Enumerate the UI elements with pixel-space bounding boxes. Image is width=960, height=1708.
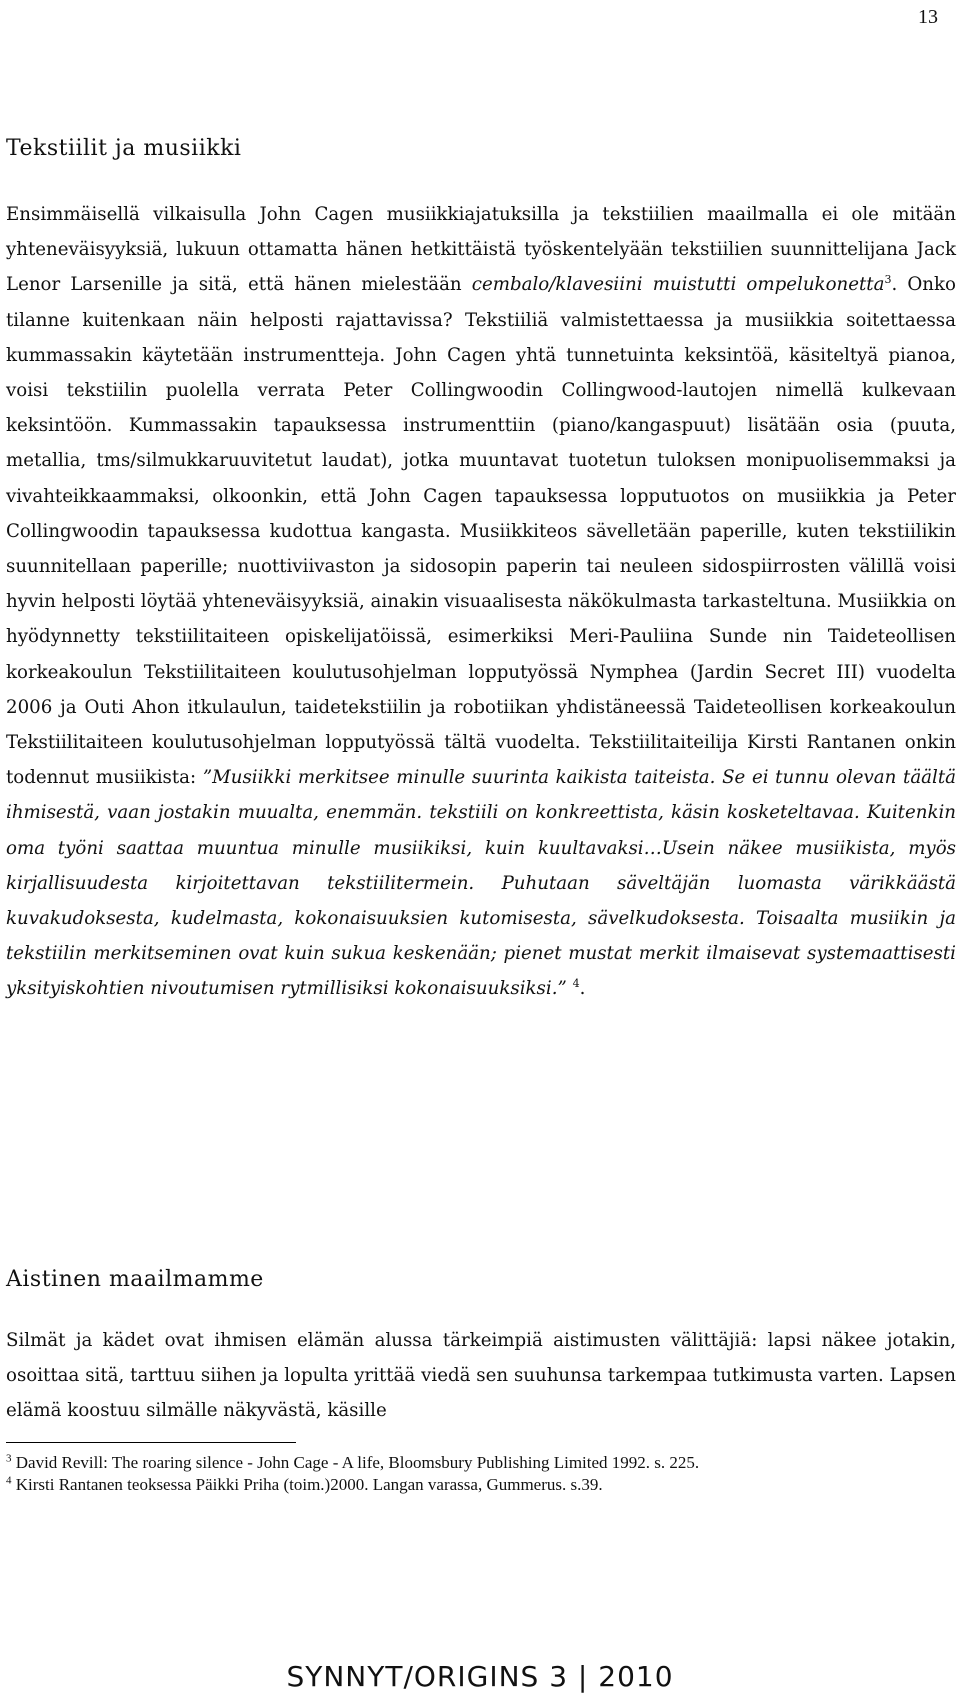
paragraph-text: . Onko tilanne kuitenkaan näin helposti rajattavissa? Tekstiiliä valmistettaessa ja musiikkia soitettaessa kummassakin käytetään instrumentteja. John Cagen yhtä tunnetuinta keksintöä, käsiteltyä pianoa, voisi tekstiilin puolella verrata Peter Collingwoodin Collingwood-lautojen nimellä kulkevaan keksintöön. Kummassakin tapauksessa instrumenttiin (piano/kangaspuut) lisätään osia (puuta, metallia, tms/silmukkaruuvitetut laudat), jotka muuntavat tuotetun tuloksen monipuolisemmaksi ja vivahteikkaammaksi, olkoonkin, että John Cagen tapauksessa lopputuotos on musiikkia ja Peter Collingwoodin tapauksessa kudottua kangasta. Musiikkiteos sävelletään paperille, kuten tekstiilikin suunnitellaan paperille; nuottiviivaston ja sidosopin paperin tai neuleen sidospiirrosten välillä voisi hyvin helposti löytää yhteneväisyyksiä, ainakin visuaalisesta näkökulmasta tarkasteltuna. Musiikkia on hyödynnetty tekstiilitaiteen opiskelijatöissä, esimerkiksi Meri-Pauliina Sunde nin Taideteollisen korkeakoulun Tekstiilitaiteen koulutusohjelman lopputyössä Nymphea (Jardin Secret III) vuodelta 2006 ja Outi Ahon itkulaulun, taidetekstiilin ja robotiikan yhdistäneessä Taideteollisen korkeakoulun Tekstiilitaiteen koulutusohjelman lopputyössä tältä vuodelta. Tekstiilitaiteilija Kirsti Rantanen onkin todennut musiikista:: [6, 274, 956, 789]
footnote-text: Kirsti Rantanen teoksessa Päikki Priha (toim.)2000. Langan varassa, Gummerus. s.39.: [15, 1475, 603, 1494]
footnote-ref-3[interactable]: 3: [884, 273, 892, 287]
paragraph-end: .: [579, 978, 586, 1000]
paragraph-text: Ensimmäisellä vilkaisulla John Cagen musiikkiajatuksilla ja tekstiilien maailmalla ei ole mitään yhteneväisyyksiä, lukuun ottamatta hänen hetkittäistä työskentelyään tekstiilien suunnittelijana Jack Lenor Larsenille ja sitä, että hänen mielestään: [6, 204, 956, 296]
footnote-text: David Revill: The roaring silence - John Cage - A life, Bloomsbury Publishing Limited 1992. s. 225.: [15, 1453, 700, 1472]
footnote-3: [6, 1452, 699, 1474]
footnote-number: 3: [6, 1452, 12, 1465]
footnote-ref-4[interactable]: 4: [572, 977, 580, 991]
footnote-number: 4: [6, 1474, 12, 1487]
page-number: 13: [918, 6, 938, 28]
body-paragraph-2: Silmät ja kädet ovat ihmisen elämän alussa tärkeimpiä aistimusten välittäjiä: lapsi näkee jotakin, osoittaa sitä, tarttuu siihen ja lopulta yrittää viedä sen suuhunsa tarkempaa tutkimusta varten. Lapsen elämä koostuu silmälle näkyvästä, käsille: [6, 1330, 956, 1422]
body-paragraph-1: [6, 197, 956, 1007]
section-heading-aistinen: Aistinen maailmamme: [6, 1267, 264, 1292]
quotation: ”Musiikki merkitsee minulle suurinta kaikista taiteista. Se ei tunnu olevan täältä ihmisestä, vaan jostakin muualta, enemmän. tekstiili on konkreettista, käsin kosketeltavaa. Kuitenkin oma työni saattaa muuntua minulle musiikiksi, kuin kuultavaksi…Usein näkee musiikista, myös kirjallisuudesta kirjoitettavan tekstiilitermein. Puhutaan säveltäjän luomasta värikkäästä kuvakudoksesta, kudelmasta, kokonaisuuksien kutomisesta, sävelkudoksesta. Toisaalta musiikin ja tekstiilin merkitseminen ovat kuin sukua keskenään; pienet mustat merkit ilmaisevat systemaattisesti yksityiskohtien nivoutumisen rytmillisiksi kokonaisuuksiksi.”: [6, 767, 956, 1000]
footnote-divider: [6, 1442, 296, 1443]
journal-footer: SYNNYT/ORIGINS 3 | 2010: [286, 1660, 674, 1693]
section-heading-tekstiilit: Tekstiilit ja musiikki: [6, 136, 242, 161]
italic-phrase: cembalo/klavesiini muistutti ompelukonetta: [471, 274, 885, 296]
footnote-4: [6, 1474, 603, 1496]
